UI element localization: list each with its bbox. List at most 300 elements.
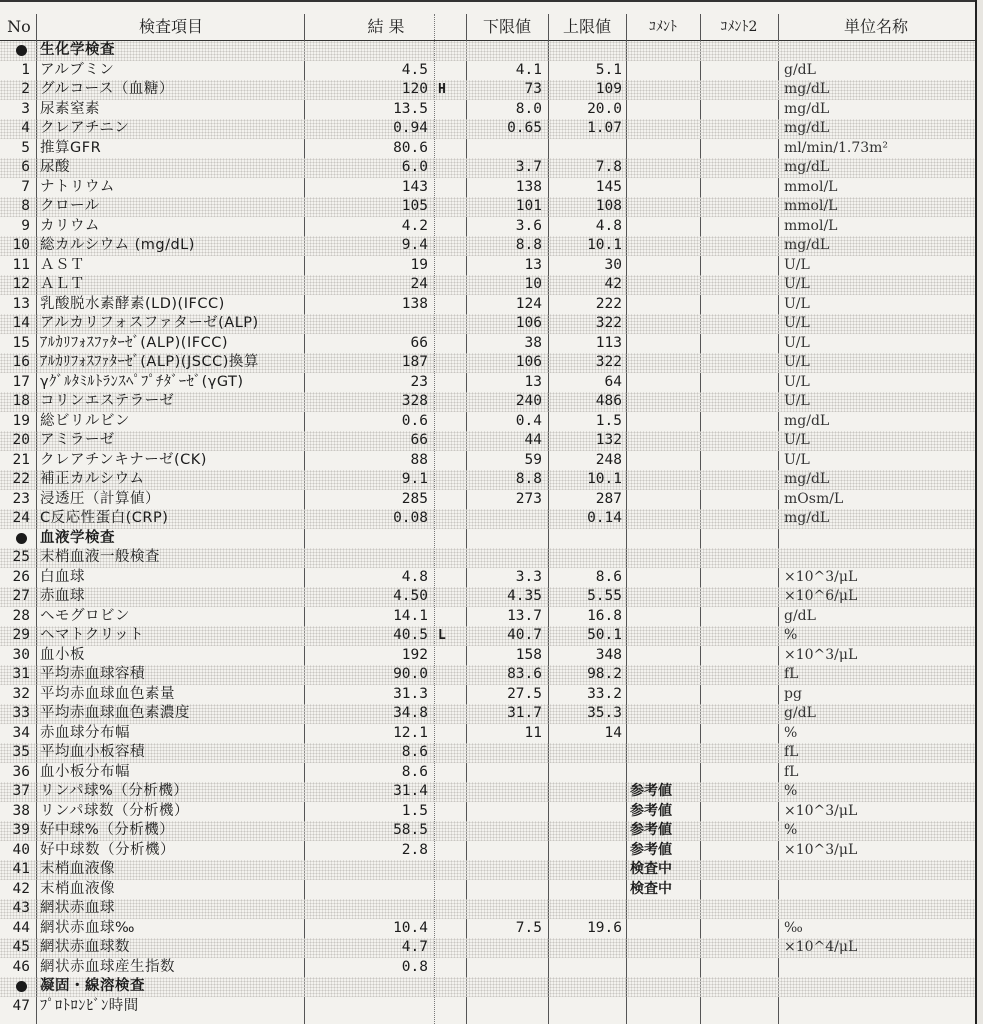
result-value: 138 — [401, 295, 428, 312]
test-item-name: 末梢血液一般検査 — [40, 549, 160, 565]
unit-name: mmol/L — [784, 178, 838, 195]
row-number: 17 — [12, 373, 30, 390]
test-item-name: ナトリウム — [40, 178, 115, 195]
row-number: 14 — [12, 315, 30, 331]
row-number: 8 — [21, 198, 30, 214]
upper-limit: 98.2 — [587, 666, 622, 682]
row-number: 12 — [12, 276, 30, 292]
test-item-name: 平均血小板容積 — [40, 744, 145, 760]
lower-limit: 11 — [524, 724, 542, 741]
result-value: 2.8 — [401, 841, 428, 858]
test-item-name: 網状赤血球 — [40, 900, 115, 916]
result-value: 9.1 — [401, 471, 428, 487]
unit-name: mmol/L — [784, 217, 838, 234]
test-item-name: 網状赤血球数 — [40, 939, 130, 955]
table-header — [0, 14, 975, 41]
test-item-name: ＡＬＴ — [40, 276, 85, 292]
table-row — [0, 256, 975, 276]
lower-limit: 3.6 — [515, 217, 542, 234]
result-value: 14.1 — [393, 607, 428, 624]
upper-limit: 113 — [595, 334, 622, 351]
table-row — [0, 626, 975, 646]
header-upper: 上限値 — [562, 17, 611, 36]
lower-limit: 73 — [524, 81, 542, 97]
table-row — [0, 295, 975, 315]
lower-limit: 44 — [524, 432, 542, 448]
row-number: 45 — [12, 939, 30, 955]
lower-limit: 4.35 — [507, 588, 542, 604]
table-row — [0, 860, 975, 880]
lower-limit: 27.5 — [507, 685, 542, 702]
unit-name: mg/dL — [784, 100, 830, 117]
result-value: 23 — [410, 373, 428, 390]
result-value: 8.6 — [401, 744, 428, 760]
table-row — [0, 958, 975, 978]
lower-limit: 3.3 — [515, 568, 542, 585]
lower-limit: 59 — [524, 451, 542, 468]
table-row — [0, 548, 975, 568]
comment-text: 参考値 — [630, 822, 672, 838]
result-value: 120 — [401, 81, 428, 97]
row-number: 13 — [12, 295, 30, 312]
test-item-name: リンパ球%（分析機） — [40, 783, 189, 799]
result-value: 105 — [401, 198, 428, 214]
lower-limit: 138 — [515, 178, 542, 195]
lower-limit: 83.6 — [507, 666, 542, 682]
test-item-name: アミラーゼ — [40, 432, 115, 448]
upper-limit: 1.07 — [587, 120, 622, 136]
table-row — [0, 80, 975, 100]
comment-text: 検査中 — [630, 880, 672, 897]
row-number: 33 — [12, 705, 30, 721]
result-value: 4.7 — [401, 939, 428, 955]
unit-name: ×10^3/μL — [784, 841, 858, 858]
unit-name: fL — [784, 666, 799, 682]
table-row — [0, 587, 975, 607]
row-number: 36 — [12, 763, 30, 780]
unit-name: mg/dL — [784, 120, 830, 136]
lower-limit: 106 — [515, 354, 542, 370]
result-value: 4.2 — [401, 217, 428, 234]
comment-text: 参考値 — [630, 783, 672, 799]
section-title: 血液学検査 — [40, 529, 115, 546]
lower-limit: 38 — [524, 334, 542, 351]
row-number: 39 — [12, 822, 30, 838]
test-item-name: ｱﾙｶﾘﾌｫｽﾌｧﾀｰｾﾞ(ALP)(JSCC)換算 — [40, 354, 259, 370]
table-row — [0, 997, 975, 1017]
result-value: 90.0 — [393, 666, 428, 682]
test-item-name: 血小板分布幅 — [40, 763, 130, 780]
test-item-name: クレアチンキナーゼ(CK) — [40, 451, 207, 468]
unit-name: U/L — [784, 373, 810, 390]
row-number: 26 — [12, 568, 30, 585]
section-bullet-icon — [16, 981, 27, 992]
test-item-name: 浸透圧（計算値） — [40, 490, 160, 507]
row-number: 21 — [12, 451, 30, 468]
upper-limit: 7.8 — [595, 159, 622, 175]
table-row — [0, 899, 975, 919]
table-row — [0, 100, 975, 120]
top-border — [0, 0, 975, 2]
table-row — [0, 334, 975, 354]
unit-name: ×10^6/μL — [784, 588, 858, 604]
row-number: 23 — [12, 490, 30, 507]
unit-name: U/L — [784, 315, 810, 331]
upper-limit: 50.1 — [587, 627, 622, 643]
test-item-name: ヘモグロビン — [40, 607, 130, 624]
unit-name: U/L — [784, 276, 810, 292]
row-number: 31 — [12, 666, 30, 682]
table-row — [0, 509, 975, 529]
result-value: 0.08 — [393, 510, 428, 526]
upper-limit: 108 — [595, 198, 622, 214]
row-number: 22 — [12, 471, 30, 487]
table-row — [0, 353, 975, 373]
result-value: 58.5 — [393, 822, 428, 838]
table-row — [0, 919, 975, 939]
lower-limit: 8.8 — [515, 237, 542, 253]
upper-limit: 14 — [604, 724, 622, 741]
result-value: 10.4 — [393, 919, 428, 936]
table-row — [0, 217, 975, 237]
upper-limit: 486 — [595, 393, 622, 409]
test-item-name: ｱﾙｶﾘﾌｫｽﾌｧﾀｰｾﾞ(ALP)(IFCC) — [40, 334, 228, 351]
lower-limit: 13 — [524, 256, 542, 273]
unit-name: U/L — [784, 256, 810, 273]
result-value: 0.94 — [393, 120, 428, 136]
row-number: 35 — [12, 744, 30, 760]
unit-name: ×10^3/μL — [784, 802, 858, 819]
test-item-name: 平均赤血球血色素濃度 — [40, 705, 190, 721]
result-value: 328 — [401, 393, 428, 409]
test-item-name: ﾌﾟﾛﾄﾛﾝﾋﾞﾝ時間 — [40, 997, 139, 1014]
unit-name: mg/dL — [784, 412, 830, 429]
table-row — [0, 568, 975, 588]
unit-name: ×10^3/μL — [784, 568, 858, 585]
row-number: 32 — [12, 685, 30, 702]
result-value: 12.1 — [393, 724, 428, 741]
lower-limit: 8.0 — [515, 100, 542, 117]
comment-text: 参考値 — [630, 802, 672, 819]
row-number: 18 — [12, 393, 30, 409]
unit-name: g/dL — [784, 61, 816, 78]
unit-name: mg/dL — [784, 159, 830, 175]
header-item: 検査項目 — [138, 17, 203, 36]
result-value: 66 — [410, 432, 428, 448]
abnormal-flag: H — [438, 82, 446, 97]
table-row — [0, 236, 975, 256]
row-number: 42 — [12, 880, 30, 897]
row-number: 7 — [21, 178, 30, 195]
result-value: 1.5 — [401, 802, 428, 819]
table-row — [0, 880, 975, 900]
unit-name: U/L — [784, 354, 810, 370]
lower-limit: 7.5 — [515, 919, 542, 936]
unit-name: ×10^3/μL — [784, 646, 858, 663]
row-number: 16 — [12, 354, 30, 370]
row-number: 25 — [12, 549, 30, 565]
unit-name: g/dL — [784, 607, 816, 624]
result-value: 0.6 — [401, 412, 428, 429]
result-value: 187 — [401, 354, 428, 370]
section-title: 生化学検査 — [40, 42, 115, 58]
result-value: 66 — [410, 334, 428, 351]
table-row — [0, 139, 975, 159]
row-number: 40 — [12, 841, 30, 858]
test-item-name: アルブミン — [40, 61, 115, 78]
test-item-name: 網状赤血球‰ — [40, 919, 135, 936]
test-item-name: コリンエステラーゼ — [40, 393, 175, 409]
lower-limit: 40.7 — [507, 627, 542, 643]
table-row — [0, 782, 975, 802]
section-header-row — [0, 41, 975, 61]
result-value: 0.8 — [401, 958, 428, 975]
header-no: No — [7, 17, 31, 36]
result-value: 192 — [401, 646, 428, 663]
test-item-name: 乳酸脱水素酵素(LD)(IFCC) — [40, 295, 225, 312]
test-item-name: 好中球数（分析機） — [40, 841, 175, 858]
test-item-name: C反応性蛋白(CRP) — [40, 510, 169, 526]
unit-name: ‰ — [784, 919, 803, 936]
test-item-name: 尿素窒素 — [40, 100, 100, 117]
result-value: 285 — [401, 490, 428, 507]
header-comment2: ｺﾒﾝﾄ2 — [720, 19, 758, 35]
table-row — [0, 490, 975, 510]
unit-name: ×10^4/μL — [784, 939, 858, 955]
result-value: 8.6 — [401, 763, 428, 780]
section-title: 凝固・線溶検査 — [40, 978, 145, 994]
upper-limit: 322 — [595, 354, 622, 370]
unit-name: U/L — [784, 451, 810, 468]
upper-limit: 16.8 — [587, 607, 622, 624]
row-number: 28 — [12, 607, 30, 624]
upper-limit: 4.8 — [595, 217, 622, 234]
lower-limit: 101 — [515, 198, 542, 214]
upper-limit: 10.1 — [587, 471, 622, 487]
test-item-name: 平均赤血球容積 — [40, 666, 145, 682]
lower-limit: 13.7 — [507, 607, 542, 624]
unit-name: mg/dL — [784, 237, 830, 253]
unit-name: % — [784, 724, 798, 741]
row-number: 20 — [12, 432, 30, 448]
unit-name: ml/min/1.73m² — [784, 139, 889, 156]
upper-limit: 35.3 — [587, 705, 622, 721]
upper-limit: 8.6 — [595, 568, 622, 585]
test-item-name: 総ビリルビン — [40, 412, 130, 429]
test-item-name: 総カルシウム (mg/dL) — [40, 237, 195, 253]
row-number: 38 — [12, 802, 30, 819]
test-item-name: 白血球 — [40, 568, 85, 585]
table-row — [0, 704, 975, 724]
result-value: 88 — [410, 451, 428, 468]
lower-limit: 13 — [524, 373, 542, 390]
table-row — [0, 158, 975, 178]
unit-name: % — [784, 822, 798, 838]
row-number: 4 — [21, 120, 30, 136]
result-value: 31.4 — [393, 783, 428, 799]
upper-limit: 64 — [604, 373, 622, 390]
lower-limit: 31.7 — [507, 705, 542, 721]
row-number: 10 — [12, 237, 30, 253]
header-unit: 単位名称 — [843, 17, 908, 36]
table-row — [0, 314, 975, 334]
test-item-name: 末梢血液像 — [40, 880, 115, 897]
row-number: 34 — [12, 724, 30, 741]
result-value: 40.5 — [393, 627, 428, 643]
section-header-row — [0, 529, 975, 549]
unit-name: fL — [784, 763, 799, 780]
row-number: 3 — [21, 100, 30, 117]
upper-limit: 5.55 — [587, 588, 622, 604]
upper-limit: 19.6 — [587, 919, 622, 936]
upper-limit: 42 — [604, 276, 622, 292]
upper-limit: 222 — [595, 295, 622, 312]
test-item-name: クレアチニン — [40, 120, 130, 136]
result-value: 80.6 — [393, 139, 428, 156]
abnormal-flag: L — [438, 628, 446, 643]
upper-limit: 5.1 — [595, 61, 622, 78]
table-row — [0, 665, 975, 685]
unit-name: % — [784, 783, 798, 799]
test-item-name: クロール — [40, 198, 100, 214]
result-value: 24 — [410, 276, 428, 292]
test-item-name: 平均赤血球血色素量 — [40, 685, 175, 702]
lower-limit: 10 — [524, 276, 542, 292]
result-value: 19 — [410, 256, 428, 273]
table-row — [0, 451, 975, 471]
row-number: 30 — [12, 646, 30, 663]
test-item-name: リンパ球数（分析機） — [40, 802, 189, 819]
test-item-name: 血小板 — [40, 646, 85, 663]
test-item-name: 赤血球分布幅 — [40, 724, 130, 741]
unit-name: g/dL — [784, 705, 816, 721]
test-item-name: γｸﾞﾙﾀﾐﾙﾄﾗﾝｽﾍﾟﾌﾟﾁﾀﾞｰｾﾞ(γGT) — [40, 373, 244, 390]
lower-limit: 240 — [515, 393, 542, 409]
table-row — [0, 373, 975, 393]
unit-name: mOsm/L — [784, 490, 844, 507]
table-row — [0, 938, 975, 958]
result-value: 4.8 — [401, 568, 428, 585]
table-row — [0, 197, 975, 217]
row-number: 6 — [21, 159, 30, 175]
row-number: 5 — [21, 139, 30, 156]
row-number: 37 — [12, 783, 30, 799]
unit-name: mg/dL — [784, 471, 830, 487]
result-value: 6.0 — [401, 159, 428, 175]
upper-limit: 10.1 — [587, 237, 622, 253]
table-row — [0, 431, 975, 451]
test-item-name: 尿酸 — [40, 159, 70, 175]
table-row — [0, 724, 975, 744]
comment-text: 検査中 — [630, 861, 672, 877]
upper-limit: 0.14 — [587, 510, 622, 526]
unit-name: U/L — [784, 432, 810, 448]
table-row — [0, 607, 975, 627]
upper-limit: 322 — [595, 315, 622, 331]
table-row — [0, 743, 975, 763]
unit-name: pg — [784, 685, 802, 702]
comment-text: 参考値 — [630, 841, 672, 858]
upper-limit: 1.5 — [595, 412, 622, 429]
row-number: 9 — [21, 217, 30, 234]
test-item-name: グルコース（血糖） — [40, 81, 174, 97]
row-number: 27 — [12, 588, 30, 604]
lower-limit: 158 — [515, 646, 542, 663]
upper-limit: 287 — [595, 490, 622, 507]
row-number: 15 — [12, 334, 30, 351]
row-number: 29 — [12, 627, 30, 643]
test-item-name: ＡＳＴ — [40, 256, 85, 273]
upper-limit: 132 — [595, 432, 622, 448]
row-number: 24 — [12, 510, 30, 526]
table-row — [0, 646, 975, 666]
result-value: 31.3 — [393, 685, 428, 702]
row-number: 47 — [12, 997, 30, 1014]
row-number: 41 — [12, 861, 30, 877]
result-value: 9.4 — [401, 237, 428, 253]
result-value: 4.50 — [393, 588, 428, 604]
lower-limit: 3.7 — [515, 159, 542, 175]
table-row — [0, 685, 975, 705]
test-item-name: アルカリフォスファターゼ(ALP) — [40, 315, 259, 331]
unit-name: U/L — [784, 393, 810, 409]
table-row — [0, 392, 975, 412]
row-number: 44 — [12, 919, 30, 936]
unit-name: mg/dL — [784, 510, 830, 526]
lower-limit: 4.1 — [515, 61, 542, 78]
table-row — [0, 275, 975, 295]
lower-limit: 273 — [515, 490, 542, 507]
unit-name: mg/dL — [784, 81, 830, 97]
header-comment: ｺﾒﾝﾄ — [649, 19, 677, 35]
lower-limit: 0.4 — [515, 412, 542, 429]
result-value: 13.5 — [393, 100, 428, 117]
test-item-name: 好中球%（分析機） — [40, 822, 175, 838]
table-row — [0, 470, 975, 490]
test-item-name: カリウム — [40, 217, 100, 234]
lower-limit: 106 — [515, 315, 542, 331]
row-number: 2 — [21, 81, 30, 97]
upper-limit: 30 — [604, 256, 622, 273]
table-row — [0, 802, 975, 822]
row-number: 43 — [12, 900, 30, 916]
unit-name: fL — [784, 744, 799, 760]
result-value: 143 — [401, 178, 428, 195]
table-row — [0, 763, 975, 783]
unit-name: mmol/L — [784, 198, 838, 214]
unit-name: % — [784, 627, 798, 643]
row-number: 19 — [12, 412, 30, 429]
row-number: 11 — [12, 256, 30, 273]
table-row — [0, 412, 975, 432]
header-lower: 下限値 — [482, 17, 531, 36]
header-result: 結 果 — [367, 17, 405, 36]
upper-limit: 20.0 — [587, 100, 622, 117]
test-item-name: 推算GFR — [40, 139, 102, 156]
row-number: 46 — [12, 958, 30, 975]
result-value: 34.8 — [393, 705, 428, 721]
test-item-name: 末梢血液像 — [40, 861, 115, 877]
test-item-name: 網状赤血球産生指数 — [40, 958, 175, 975]
table-row — [0, 61, 975, 81]
upper-limit: 109 — [595, 81, 622, 97]
unit-name: U/L — [784, 295, 810, 312]
lower-limit: 8.8 — [515, 471, 542, 487]
lower-limit: 0.65 — [507, 120, 542, 136]
result-value: 4.5 — [401, 61, 428, 78]
table-row — [0, 178, 975, 198]
test-item-name: 補正カルシウム — [40, 471, 145, 487]
